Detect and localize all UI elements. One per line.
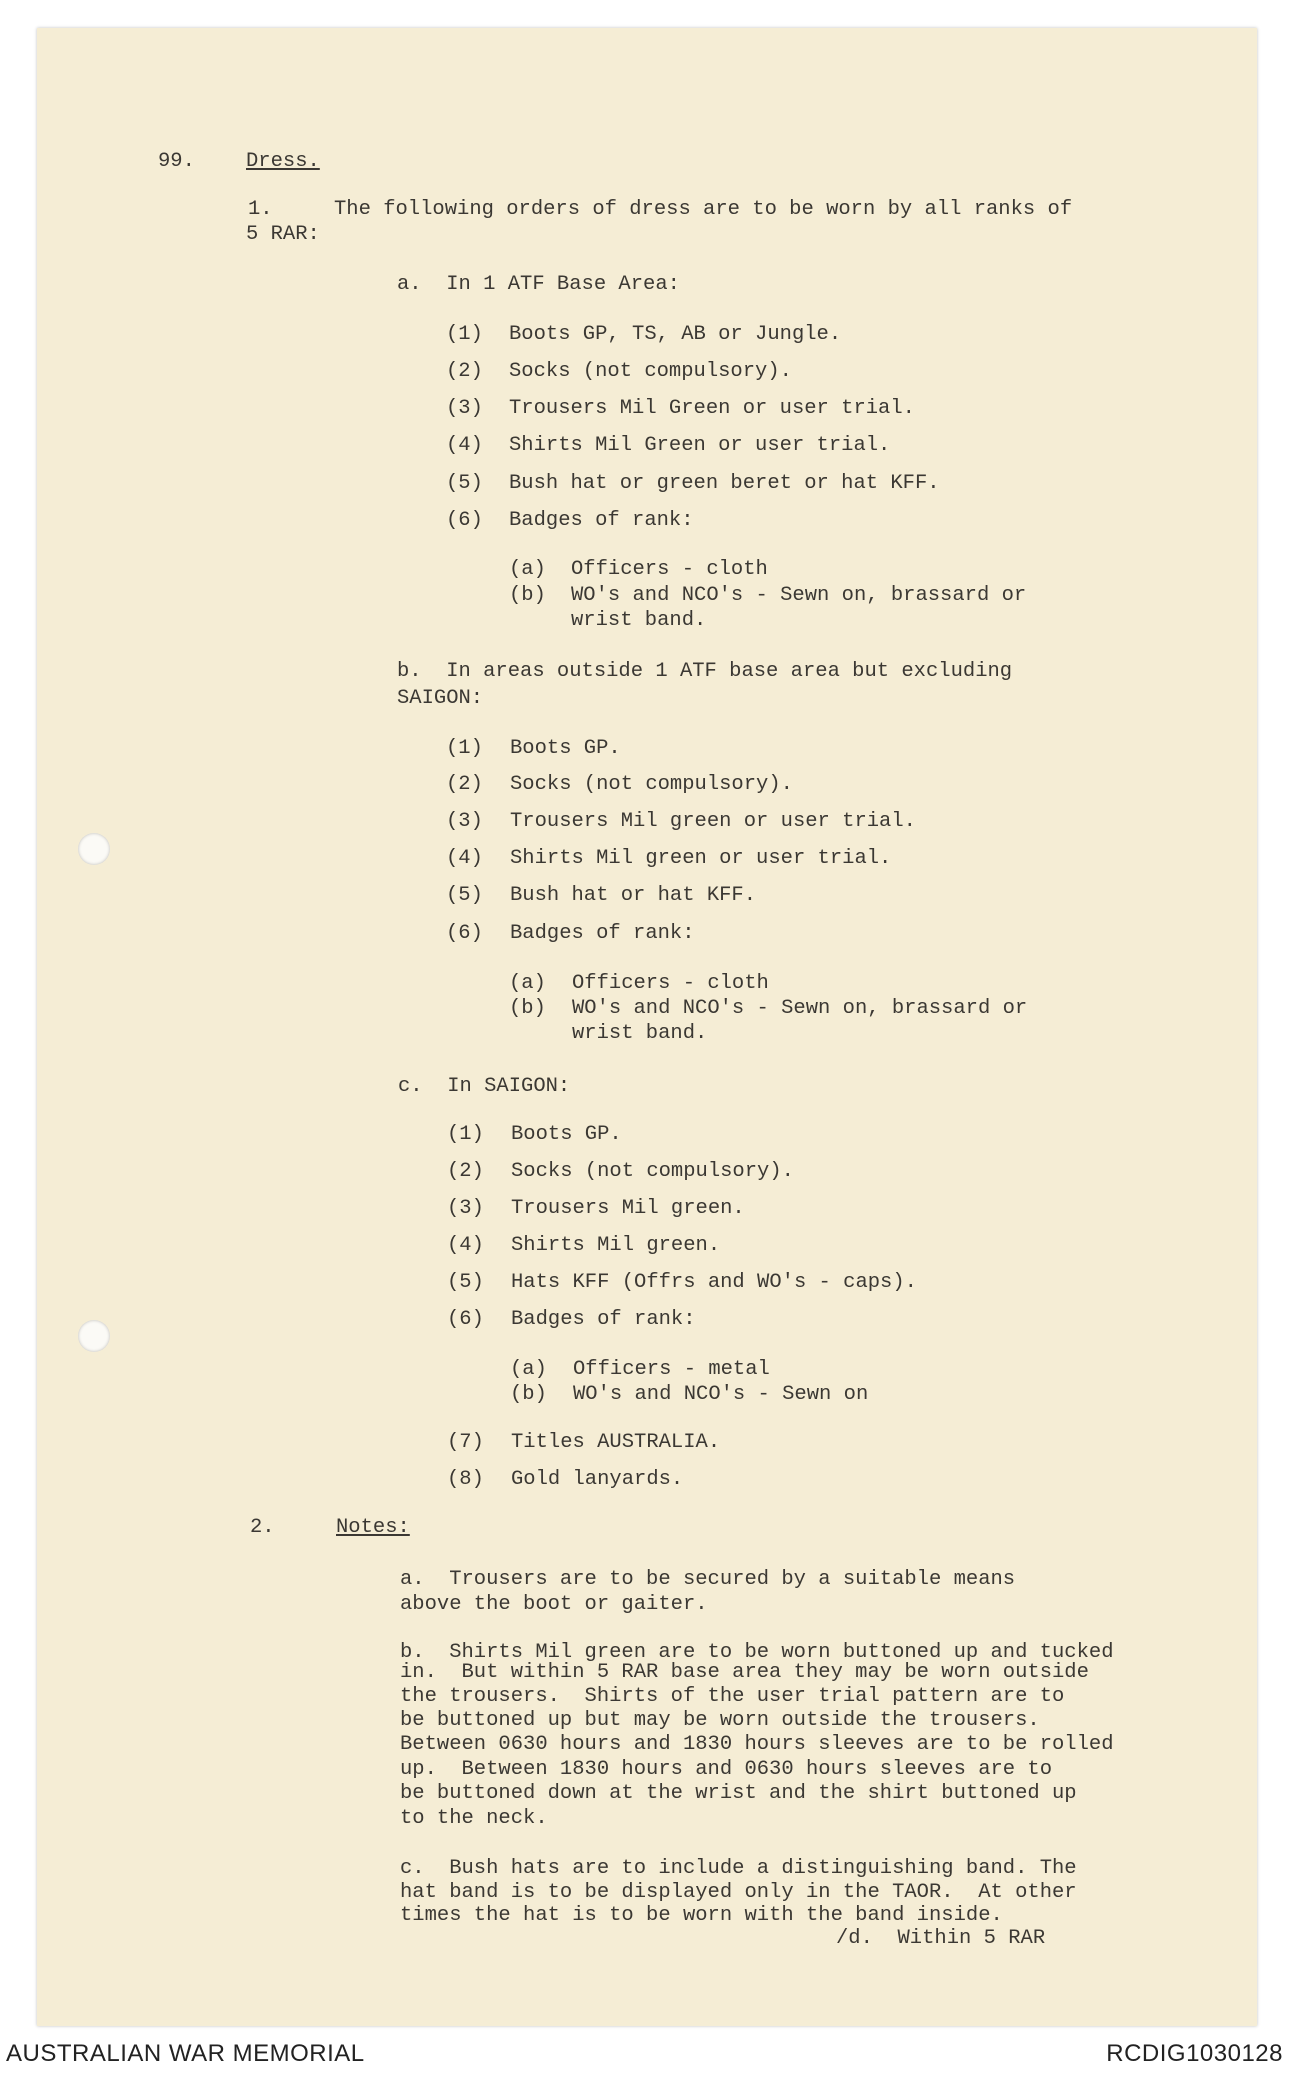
note-c-line: c. Bush hats are to include a distinguishing band. The (400, 1857, 1077, 1880)
list-item: Shirts Mil green. (511, 1234, 721, 1257)
list-item-num: (1) (446, 737, 483, 760)
note-a-line: a. Trousers are to be secured by a suitable means (400, 1568, 1016, 1591)
note-b-line: the trousers. Shirts of the user trial pattern are to (400, 1685, 1065, 1708)
note-b-line: b. Shirts Mil green are to be worn buttoned up and tucked (400, 1641, 1114, 1664)
punch-hole (78, 1320, 110, 1352)
list-item-num: (6) (446, 922, 483, 945)
list-item-num: (4) (446, 434, 483, 457)
sub-item: WO's and NCO's - Sewn on, brassard or (572, 997, 1028, 1020)
sub-item: WO's and NCO's - Sewn on, brassard or (571, 584, 1027, 607)
list-item-num: (4) (446, 847, 483, 870)
note-b-line: Between 0630 hours and 1830 hours sleeves are to be rolled (400, 1733, 1114, 1756)
punch-hole (78, 833, 110, 865)
list-item-num: (5) (447, 1271, 484, 1294)
section-b-heading: b. In areas outside 1 ATF base area but excluding (397, 660, 1013, 683)
list-item-num: (7) (447, 1431, 484, 1454)
list-item: Titles AUSTRALIA. (511, 1431, 721, 1454)
list-item-num: (3) (446, 397, 483, 420)
list-item: Boots GP. (510, 737, 621, 760)
sub-item: Officers - metal (573, 1358, 770, 1381)
list-item-num: (2) (446, 360, 483, 383)
list-item-num: (3) (446, 810, 483, 833)
notes-title: Notes: (336, 1516, 410, 1539)
sub-item-num: (b) (509, 997, 546, 1020)
note-b-line: in. But within 5 RAR base area they may be worn outside (400, 1661, 1089, 1684)
note-b-line: to the neck. (400, 1807, 548, 1830)
sub-item: wrist band. (572, 1022, 708, 1045)
para1-number: 1. (248, 198, 273, 221)
list-item: Badges of rank: (511, 1308, 696, 1331)
list-item-num: (5) (446, 472, 483, 495)
section-c-heading: c. In SAIGON: (398, 1075, 571, 1098)
sub-item: Officers - cloth (572, 972, 769, 995)
sub-item-num: (a) (509, 558, 546, 581)
list-item: Trousers Mil green. (511, 1197, 745, 1220)
note-b-line: up. Between 1830 hours and 0630 hours sleeves are to (400, 1758, 1053, 1781)
list-item-num: (3) (447, 1197, 484, 1220)
note-b-line: be buttoned up but may be worn outside the trousers. (400, 1709, 1040, 1732)
list-item: Bush hat or green beret or hat KFF. (509, 472, 940, 495)
sub-item: WO's and NCO's - Sewn on (573, 1383, 869, 1406)
list-item: Gold lanyards. (511, 1468, 684, 1491)
list-item: Shirts Mil Green or user trial. (509, 434, 891, 457)
list-item-num: (1) (447, 1123, 484, 1146)
list-item-num: (5) (446, 884, 483, 907)
section-number: 99. (158, 150, 195, 173)
section-title: Dress. (246, 150, 320, 173)
sub-item-num: (a) (509, 972, 546, 995)
list-item-num: (2) (446, 773, 483, 796)
list-item: Trousers Mil Green or user trial. (509, 397, 915, 420)
section-b-heading: SAIGON: (397, 687, 484, 710)
footer-right: RCDIG1030128 (1106, 2040, 1283, 2067)
section-a-heading: a. In 1 ATF Base Area: (397, 273, 680, 296)
list-item-num: (8) (447, 1468, 484, 1491)
sub-item: wrist band. (571, 609, 707, 632)
list-item-num: (4) (447, 1234, 484, 1257)
sub-item-num: (a) (510, 1358, 547, 1381)
list-item: Socks (not compulsory). (510, 773, 793, 796)
para1-line1: The following orders of dress are to be worn by all ranks of (334, 198, 1073, 221)
footer-left: AUSTRALIAN WAR MEMORIAL (6, 2040, 365, 2067)
sub-item: Officers - cloth (571, 558, 768, 581)
list-item: Hats KFF (Offrs and WO's - caps). (511, 1271, 917, 1294)
list-item: Badges of rank: (510, 922, 695, 945)
list-item: Bush hat or hat KFF. (510, 884, 757, 907)
para1-line2: 5 RAR: (246, 223, 320, 246)
list-item: Boots GP. (511, 1123, 622, 1146)
list-item-num: (6) (447, 1308, 484, 1331)
sub-item-num: (b) (510, 1383, 547, 1406)
note-c-line: hat band is to be displayed only in the TAOR. At other (400, 1881, 1077, 1904)
list-item: Socks (not compulsory). (511, 1160, 794, 1183)
list-item-num: (2) (447, 1160, 484, 1183)
sub-item-num: (b) (509, 584, 546, 607)
list-item-num: (6) (446, 509, 483, 532)
note-c-line: times the hat is to be worn with the band inside. (400, 1904, 1003, 1927)
list-item: Socks (not compulsory). (509, 360, 792, 383)
list-item: Badges of rank: (509, 509, 694, 532)
continuation-text: /d. Within 5 RAR (836, 1927, 1046, 1950)
list-item: Boots GP, TS, AB or Jungle. (509, 323, 842, 346)
list-item-num: (1) (446, 323, 483, 346)
list-item: Shirts Mil green or user trial. (510, 847, 892, 870)
list-item: Trousers Mil green or user trial. (510, 810, 916, 833)
note-a-line: above the boot or gaiter. (400, 1593, 708, 1616)
note-b-line: be buttoned down at the wrist and the shirt buttoned up (400, 1782, 1077, 1805)
notes-number: 2. (250, 1516, 275, 1539)
